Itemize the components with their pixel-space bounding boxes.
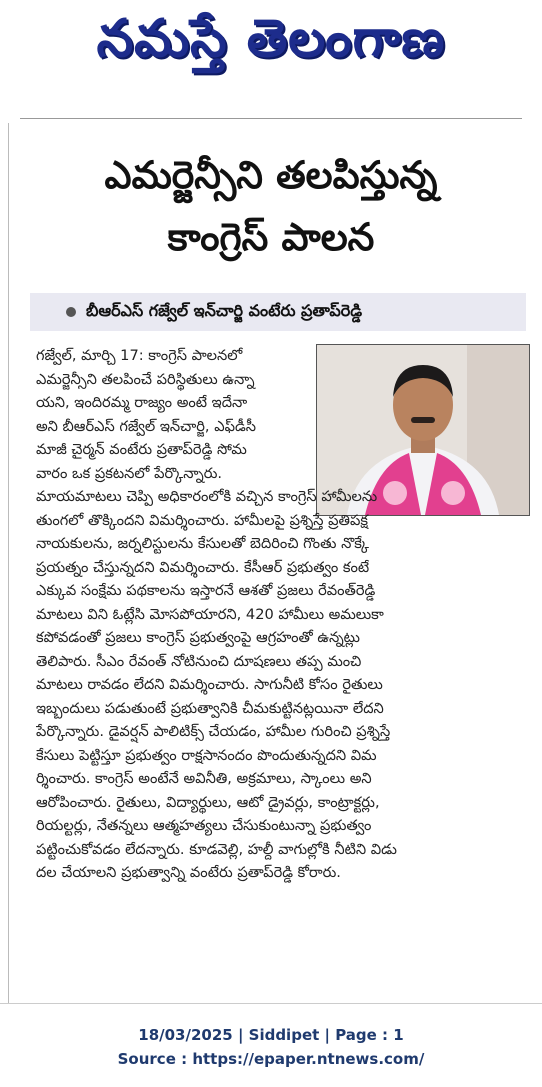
article-line: కేసులు పెట్టిస్తూ ప్రభుత్వం రాక్షసానందం పొందుతున్నదని విమ (36, 746, 377, 764)
article-line: దల చేయాలని ప్రభుత్వాన్ని వంటేరు ప్రతాప్‌రెడ్డి కోరారు. (36, 864, 341, 881)
article-line: పేర్కొన్నారు. డైవర్షన్ పాలిటిక్స్ చేయడం, హామీల గురించి ప్రశ్నిస్తే (36, 723, 391, 740)
article-line: ఇబ్బందులు పడుతుంటే ప్రభుత్వానికి చీమకుట్టినట్లయినా లేదని (36, 699, 384, 717)
article-line: మాయమాటలు చెప్పి అధికారంలోకి వచ్చిన కాంగ్రెస్ హామీలను (36, 488, 378, 505)
article-line: ప్రయత్నం చేస్తున్నదని విమర్శించారు. కేసీఆర్ ప్రభుత్వం కంటే (36, 558, 370, 576)
article-line: తెలిపారు. సీఎం రేవంత్ నోటినుంచి దూషణలు తప్ప మంచి (36, 652, 362, 670)
footer-date-edition: 18/03/2025 | Siddipet | Page : 1 (138, 1026, 404, 1044)
article-body (36, 344, 526, 885)
article-line: అని బీఆర్ఎస్ గజ్వేల్ ఇన్‌చార్జి, ఎఫ్‌డీసీ (36, 417, 256, 435)
subheading: బీఆర్ఎస్ గజ్వేల్ ఇన్‌చార్జి వంటేరు ప్రతాప్‌రెడ్డి (86, 300, 363, 320)
article-line: ఎక్కువ సంక్షేమ పథకాలను ఇస్తారనే ఆశతో ప్రజలు రేవంత్‌రెడ్డి (36, 582, 376, 599)
article-line: మాటలు విని ఓట్లేసి మోసపోయారని, 420 హామీలు అమలుకా (36, 605, 384, 623)
masthead-logo: నమస్తే తెలంగాణ (96, 8, 446, 69)
article-line: పట్టించుకోవడం లేదన్నారు. కూడవెల్లి, హల్దీ వాగుల్లోకి నీటిని విడు (36, 840, 397, 858)
article-line: తుంగలో తొక్కిందని విమర్శించారు. హామీలపై ప్రశ్నిస్తే ప్రతిపక్ష (36, 511, 368, 529)
bottom-divider (0, 1003, 542, 1004)
article-line: యని, ఇందిరమ్మ రాజ్యం అంటే ఇదేనా (36, 394, 248, 411)
article-line: ఎమర్జెన్సీని తలపించే పరిస్థితులు ఉన్నా (36, 370, 255, 388)
article-line: రియల్టర్లు, నేతన్నలు ఆత్మహత్యలు చేసుకుంటున్నా ప్రభుత్వం (36, 817, 372, 834)
article-line: మాజీ చైర్మన్ వంటేరు ప్రతాప్‌రెడ్డి సోమ (36, 441, 247, 458)
article-line: కపోవడంతో ప్రజలు కాంగ్రెస్ ప్రభుత్వంపై ఆగ్రహంతో ఉన్నట్లు (36, 629, 360, 646)
article-line: గజ్వేల్, మార్చి 17: కాంగ్రెస్ పాలనలో (36, 347, 243, 364)
article-line: ర్శించారు. కాంగ్రెస్ అంటేనే అవినీతి, అక్రమాలు, స్కాంలు అని (36, 770, 372, 787)
headline-line-1: ఎమర్జెన్సీని తలపిస్తున్న (104, 153, 438, 197)
article-line: మాటలు రావడం లేదని విమర్శించారు. సాగునీటి కోసం రైతులు (36, 676, 383, 693)
bullet-icon (66, 307, 76, 317)
article-line: నాయకులను, జర్నలిస్టులను కేసులతో బెదిరించి గొంతు నొక్కే (36, 535, 369, 552)
column-rule (8, 123, 9, 1003)
masthead (0, 0, 542, 90)
article-line: వారం ఒక ప్రకటనలో పేర్కొన్నారు. (36, 464, 223, 482)
headline-line-2: కాంగ్రెస్ పాలన (167, 215, 375, 259)
article-line: ఆరోపించారు. రైతులు, విద్యార్థులు, ఆటో డ్రైవర్లు, కాంట్రాక్టర్లు, (36, 793, 380, 811)
top-divider (20, 118, 522, 119)
subheading-bar (30, 293, 526, 331)
footer-source: Source : https://epaper.ntnews.com/ (117, 1050, 425, 1068)
